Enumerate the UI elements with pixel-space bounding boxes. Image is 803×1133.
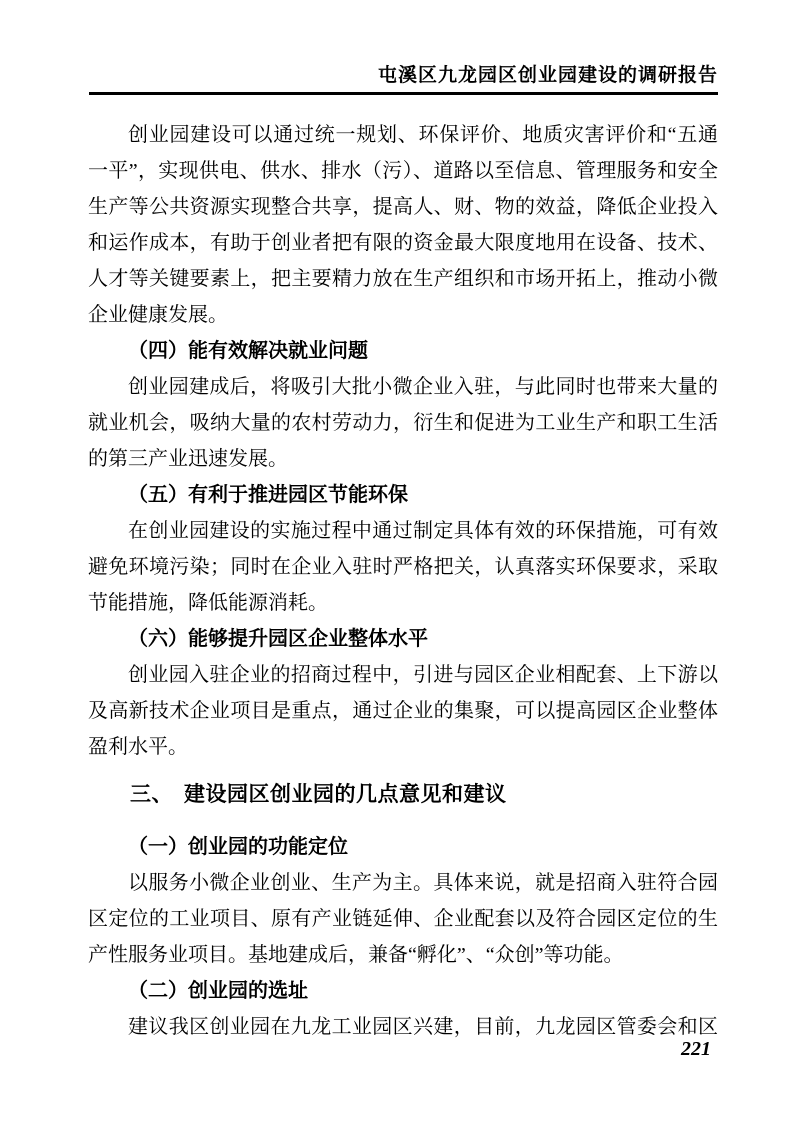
- paragraph-line: 企业健康发展。: [88, 304, 228, 326]
- paragraph-line: 人才等关键要素上，把主要精力放在生产组织和市场开拓上，推动小微: [88, 268, 718, 290]
- sub-heading: （二）创业园的选址: [128, 980, 308, 1002]
- paragraph-line: 的第三产业迅速发展。: [88, 448, 288, 470]
- paragraph-line: 产性服务业项目。基地建成后，兼备“孵化”、“众创”等功能。: [88, 944, 624, 966]
- paragraph: [88, 657, 718, 765]
- paragraph-line: 创业园入驻企业的招商过程中，引进与园区企业相配套、上下游以: [128, 664, 718, 686]
- paragraph-line: 就业机会，吸纳大量的农村劳动力，衍生和促进为工业生产和职工生活: [88, 412, 718, 434]
- paragraph: [88, 369, 718, 477]
- paragraph-line: 创业园建成后，将吸引大批小微企业入驻，与此同时也带来大量的: [128, 376, 718, 398]
- page-header-title: 屯溪区九龙园区创业园建设的调研报告: [377, 65, 718, 86]
- paragraph: [88, 865, 718, 973]
- paragraph-line: 区定位的工业项目、原有产业链延伸、企业配套以及符合园区定位的生: [88, 908, 718, 930]
- section-heading: 三、 建设园区创业园的几点意见和建议: [130, 783, 507, 806]
- paragraph-line: 一平”，实现供电、供水、排水（污）、道路以至信息、管理服务和安全: [88, 160, 718, 182]
- paragraph-line: 创业园建设可以通过统一规划、环保评价、地质灾害评价和“五通: [128, 124, 718, 146]
- sub-heading: （一）创业园的功能定位: [128, 836, 348, 858]
- document-body: [88, 117, 718, 1045]
- paragraph-line: 避免环境污染；同时在企业入驻时严格把关，认真落实环保要求，采取: [88, 556, 718, 578]
- paragraph-line: 生产等公共资源实现整合共享，提高人、财、物的效益，降低企业投入: [88, 196, 718, 218]
- paragraph-line: 在创业园建设的实施过程中通过制定具体有效的环保措施，可有效: [128, 520, 718, 542]
- sub-heading: （四）能有效解决就业问题: [128, 340, 368, 362]
- page-number: 221: [681, 1038, 711, 1060]
- paragraph-line: 和运作成本，有助于创业者把有限的资金最大限度地用在设备、技术、: [88, 232, 718, 254]
- paragraph-line: 以服务小微企业创业、生产为主。具体来说，就是招商入驻符合园: [128, 872, 718, 894]
- paragraph-line: 建议我区创业园在九龙工业园区兴建，目前，九龙园区管委会和区: [128, 1016, 718, 1038]
- paragraph-line: 及高新技术企业项目是重点，通过企业的集聚，可以提高园区企业整体: [88, 700, 718, 722]
- paragraph: [88, 117, 718, 333]
- sub-heading: （六）能够提升园区企业整体水平: [128, 628, 428, 650]
- paragraph-line: 盈利水平。: [88, 736, 188, 758]
- paragraph: [88, 1009, 718, 1045]
- page-header: [89, 60, 718, 95]
- sub-heading: （五）有利于推进园区节能环保: [128, 484, 408, 506]
- paragraph-line: 节能措施，降低能源消耗。: [88, 592, 328, 614]
- paragraph: [88, 513, 718, 621]
